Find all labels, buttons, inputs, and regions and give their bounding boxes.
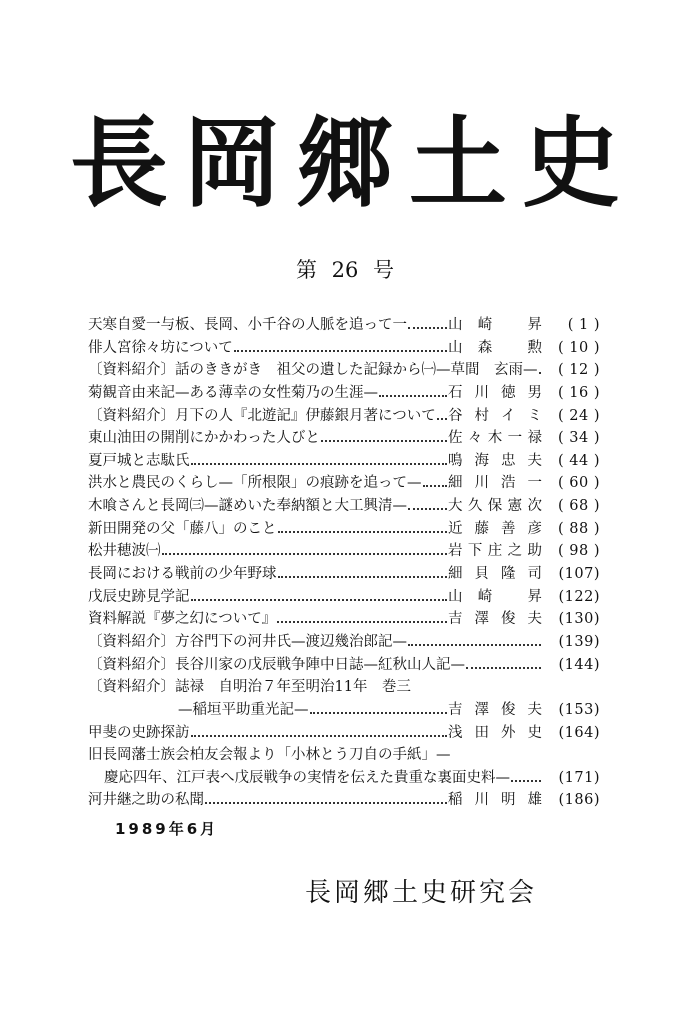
entry-title: 新田開発の父「藤八」のこと bbox=[88, 520, 277, 537]
entry-page: (122) bbox=[558, 588, 600, 605]
entry-title: 慶応四年、江戸表へ戊辰戦争の実情を伝えた貴重な裏面史料— bbox=[104, 769, 510, 786]
entry-author: 吉澤俊夫 bbox=[448, 701, 542, 718]
entry-page: ( 34 ) bbox=[558, 430, 600, 447]
entry-title: 天寒自愛一与板、長岡、小千谷の人脈を追って一 bbox=[88, 317, 407, 333]
entry-title: 〔資料紹介〕月下の人『北遊記』伊藤銀月著について bbox=[88, 407, 436, 424]
dot-leader bbox=[408, 644, 541, 646]
entry-page: (171) bbox=[558, 769, 600, 786]
entry-title: 旧長岡藩士族会柏友会報より「小林とう刀自の手紙」— bbox=[88, 747, 451, 764]
toc-entry bbox=[88, 789, 600, 812]
entry-page: ( 1 ) bbox=[567, 317, 600, 333]
toc-entry bbox=[88, 314, 600, 337]
entry-page: ( 24 ) bbox=[558, 407, 600, 424]
dot-leader bbox=[321, 440, 447, 442]
entry-page: (107) bbox=[558, 566, 600, 583]
dot-leader bbox=[191, 735, 448, 737]
dot-leader bbox=[379, 395, 447, 397]
entry-author: 浅田外史 bbox=[448, 724, 542, 741]
toc-entry bbox=[88, 540, 600, 563]
entry-author: 吉澤俊夫 bbox=[448, 611, 542, 628]
publication-date: 1989年6月 bbox=[115, 820, 219, 838]
entry-author: 大久保憲次 bbox=[448, 498, 542, 515]
entry-title: —稲垣平助重光記— bbox=[178, 701, 309, 718]
entry-page: (130) bbox=[558, 611, 600, 628]
entry-author: 山崎 昇 bbox=[448, 588, 542, 605]
toc-entry bbox=[88, 518, 600, 541]
dot-leader bbox=[423, 485, 448, 487]
dot-leader bbox=[191, 463, 448, 465]
entry-author: 山森 勲 bbox=[448, 339, 542, 356]
toc-entry bbox=[88, 676, 600, 699]
entry-author: 山崎 昇 bbox=[448, 317, 542, 333]
toc-entry bbox=[88, 495, 600, 518]
table-of-contents bbox=[88, 314, 600, 812]
toc-entry bbox=[88, 722, 600, 745]
toc-entry bbox=[88, 427, 600, 450]
toc-entry bbox=[88, 699, 600, 722]
toc-entry bbox=[88, 405, 600, 428]
entry-author: 谷村イミ bbox=[448, 407, 542, 424]
toc-entry bbox=[88, 337, 600, 360]
entry-title: 夏戸城と志駄氏 bbox=[88, 452, 190, 469]
dot-leader bbox=[191, 599, 448, 601]
title-char: 郷 bbox=[295, 106, 394, 221]
toc-entry bbox=[88, 450, 600, 473]
entry-author: 細貝隆司 bbox=[448, 566, 542, 583]
entry-title: 甲斐の史跡探訪 bbox=[88, 724, 190, 741]
entry-title: 木喰さんと長岡㈢—謎めいた奉納額と大工興清— bbox=[88, 498, 407, 515]
toc-entry bbox=[88, 654, 600, 677]
entry-page: ( 88 ) bbox=[558, 520, 600, 537]
dot-leader bbox=[278, 531, 448, 533]
entry-title: 俳人宮徐々坊について bbox=[88, 339, 233, 356]
dot-leader bbox=[437, 418, 447, 420]
entry-author: 近藤善彦 bbox=[448, 520, 542, 537]
entry-page: (164) bbox=[558, 724, 600, 741]
toc-entry bbox=[88, 631, 600, 654]
entry-title: 〔資料紹介〕話のききがき 祖父の遺した記録から㈠—草間 玄雨— bbox=[88, 362, 538, 379]
title-char: 土 bbox=[408, 106, 507, 221]
toc-entry bbox=[88, 767, 600, 790]
toc-entry bbox=[88, 472, 600, 495]
toc-entry bbox=[88, 586, 600, 609]
entry-title: 資料解説『夢之幻について』 bbox=[88, 611, 277, 628]
entry-page: (153) bbox=[558, 701, 600, 718]
dot-leader bbox=[162, 553, 448, 555]
entry-title: 菊観音由来記—ある薄幸の女性菊乃の生涯— bbox=[88, 384, 378, 401]
entry-page: ( 44 ) bbox=[558, 452, 600, 469]
title-char: 岡 bbox=[182, 106, 281, 221]
toc-entry bbox=[88, 608, 600, 631]
title-char: 史 bbox=[521, 106, 620, 221]
toc-entry bbox=[88, 359, 600, 382]
toc-entry bbox=[88, 382, 600, 405]
entry-page: (186) bbox=[558, 792, 600, 809]
dot-leader bbox=[511, 780, 541, 782]
entry-title: 〔資料紹介〕方谷門下の河井氏—渡辺幾治郎記— bbox=[88, 633, 407, 650]
toc-entry bbox=[88, 563, 600, 586]
entry-page: ( 98 ) bbox=[558, 543, 600, 560]
dot-leader bbox=[408, 327, 447, 329]
entry-page: ( 12 ) bbox=[558, 362, 600, 379]
entry-page: (144) bbox=[558, 656, 600, 673]
entry-title: 戊辰史跡見学記 bbox=[88, 588, 190, 605]
entry-page: ( 68 ) bbox=[558, 498, 600, 515]
entry-author: 稲川明雄 bbox=[448, 792, 542, 809]
toc-entry bbox=[88, 744, 600, 767]
title-char: 長 bbox=[70, 106, 169, 221]
issue-number: 第 26 号 bbox=[295, 258, 395, 282]
dot-leader bbox=[234, 350, 447, 352]
dot-leader bbox=[539, 372, 542, 374]
journal-title bbox=[70, 106, 620, 221]
entry-author: 岩下庄之助 bbox=[448, 543, 542, 560]
entry-page: ( 16 ) bbox=[558, 384, 600, 401]
entry-page: (139) bbox=[558, 633, 600, 650]
entry-author: 細川浩一 bbox=[448, 475, 542, 492]
entry-title: 松井穂波㈠ bbox=[88, 543, 161, 560]
entry-title: 長岡における戦前の少年野球 bbox=[88, 566, 277, 583]
dot-leader bbox=[277, 621, 447, 623]
entry-title: 〔資料紹介〕誌禄 自明治７年至明治11年 巻三 bbox=[88, 679, 411, 696]
entry-title: 東山油田の開削にかかわった人びと bbox=[88, 430, 320, 447]
dot-leader bbox=[278, 576, 448, 578]
entry-author: 鳴海忠夫 bbox=[448, 452, 542, 469]
entry-title: 〔資料紹介〕長谷川家の戊辰戦争陣中日誌—紅秋山人記— bbox=[88, 656, 465, 673]
entry-author: 佐々木一禄 bbox=[448, 430, 542, 447]
dot-leader bbox=[408, 508, 447, 510]
dot-leader bbox=[466, 667, 541, 669]
dot-leader bbox=[310, 712, 448, 714]
entry-author: 石川徳男 bbox=[448, 384, 542, 401]
entry-title: 洪水と農民のくらし—「所根限」の痕跡を追って— bbox=[88, 475, 422, 492]
entry-title: 河井継之助の私聞 bbox=[88, 792, 204, 809]
dot-leader bbox=[205, 802, 447, 804]
entry-page: ( 10 ) bbox=[558, 339, 600, 356]
publisher: 長岡郷土史研究会 bbox=[305, 878, 538, 908]
entry-page: ( 60 ) bbox=[558, 475, 600, 492]
